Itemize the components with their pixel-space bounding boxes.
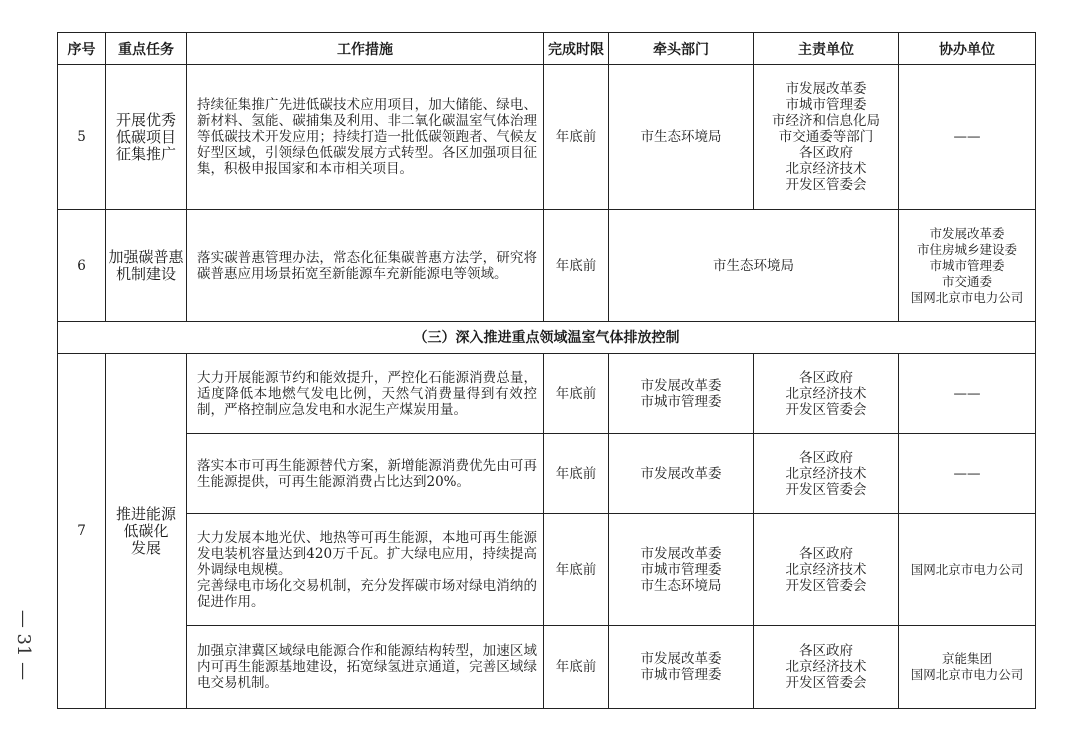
assist-cell: —— bbox=[899, 434, 1036, 514]
main-cell: 各区政府 北京经济技术 开发区管委会 bbox=[754, 354, 899, 434]
task-cell: 推进能源 低碳化 发展 bbox=[106, 354, 187, 709]
table-row bbox=[58, 354, 1036, 434]
main-cell: 各区政府 北京经济技术 开发区管委会 bbox=[754, 514, 899, 626]
deadline-cell: 年底前 bbox=[544, 626, 609, 709]
header-main: 主责单位 bbox=[754, 33, 899, 65]
measure-cell: 大力开展能源节约和能效提升，严控化石能源消费总量，适度降低本地燃气发电比例，天然气消费量得到有效控制，严格控制应急发电和水泥生产煤炭用量。 bbox=[187, 354, 544, 434]
assist-cell: —— bbox=[899, 354, 1036, 434]
assist-cell: 京能集团 国网北京市电力公司 bbox=[899, 626, 1036, 709]
seq-cell: 6 bbox=[58, 210, 106, 322]
lead-cell: 市发展改革委 市城市管理委 市生态环境局 bbox=[609, 514, 754, 626]
header-seq: 序号 bbox=[58, 33, 106, 65]
deadline-cell: 年底前 bbox=[544, 65, 609, 210]
table-row bbox=[58, 65, 1036, 210]
assist-cell: 国网北京市电力公司 bbox=[899, 514, 1036, 626]
deadline-cell: 年底前 bbox=[544, 434, 609, 514]
header-assist: 协办单位 bbox=[899, 33, 1036, 65]
task-cell: 开展优秀 低碳项目 征集推广 bbox=[106, 65, 187, 210]
task-table bbox=[57, 32, 1036, 709]
header-task: 重点任务 bbox=[106, 33, 187, 65]
table-row bbox=[58, 434, 1036, 514]
header-lead: 牵头部门 bbox=[609, 33, 754, 65]
section-title: （三）深入推进重点领域温室气体排放控制 bbox=[58, 322, 1036, 354]
measure-cell: 持续征集推广先进低碳技术应用项目，加大储能、绿电、新材料、氢能、碳捕集及利用、非二氧化碳温室气体治理等低碳技术开发应用；持续打造一批低碳领跑者、气候友好型区域，引领绿色低碳发展方式转型。各区加强项目征集，积极申报国家和本市相关项目。 bbox=[187, 65, 544, 210]
measure-cell: 大力发展本地光伏、地热等可再生能源，本地可再生能源发电装机容量达到420万千瓦。扩大绿电应用，持续提高外调绿电规模。 完善绿电市场化交易机制，充分发挥碳市场对绿电消纳的促进作用。 bbox=[187, 514, 544, 626]
header-measure: 工作措施 bbox=[187, 33, 544, 65]
measure-cell: 落实本市可再生能源替代方案，新增能源消费优先由可再生能源提供，可再生能源消费占比达到20%。 bbox=[187, 434, 544, 514]
header-row bbox=[58, 33, 1036, 65]
assist-cell: 市发展改革委 市住房城乡建设委 市城市管理委 市交通委 国网北京市电力公司 bbox=[899, 210, 1036, 322]
measure-cell: 加强京津冀区域绿电能源合作和能源结构转型，加速区域内可再生能源基地建设，拓宽绿氢进京通道，完善区域绿电交易机制。 bbox=[187, 626, 544, 709]
table-row bbox=[58, 626, 1036, 709]
deadline-cell: 年底前 bbox=[544, 210, 609, 322]
deadline-cell: 年底前 bbox=[544, 514, 609, 626]
lead-cell: 市发展改革委 bbox=[609, 434, 754, 514]
page-number bbox=[10, 590, 36, 700]
lead-main-cell: 市生态环境局 bbox=[609, 210, 899, 322]
seq-cell: 5 bbox=[58, 65, 106, 210]
main-cell: 各区政府 北京经济技术 开发区管委会 bbox=[754, 626, 899, 709]
main-cell: 各区政府 北京经济技术 开发区管委会 bbox=[754, 434, 899, 514]
lead-cell: 市生态环境局 bbox=[609, 65, 754, 210]
table-row bbox=[58, 514, 1036, 626]
seq-cell: 7 bbox=[58, 354, 106, 709]
page-number-text: — 31 — bbox=[13, 609, 34, 681]
assist-cell: —— bbox=[899, 65, 1036, 210]
main-cell: 市发展改革委 市城市管理委 市经济和信息化局 市交通委等部门 各区政府 北京经济技术 开发区管委会 bbox=[754, 65, 899, 210]
table-row bbox=[58, 210, 1036, 322]
lead-cell: 市发展改革委 市城市管理委 bbox=[609, 626, 754, 709]
lead-cell: 市发展改革委 市城市管理委 bbox=[609, 354, 754, 434]
measure-cell: 落实碳普惠管理办法，常态化征集碳普惠方法学，研究将碳普惠应用场景拓宽至新能源车充新能源电等领域。 bbox=[187, 210, 544, 322]
section-row bbox=[58, 322, 1036, 354]
task-cell: 加强碳普惠 机制建设 bbox=[106, 210, 187, 322]
deadline-cell: 年底前 bbox=[544, 354, 609, 434]
header-deadline: 完成时限 bbox=[544, 33, 609, 65]
